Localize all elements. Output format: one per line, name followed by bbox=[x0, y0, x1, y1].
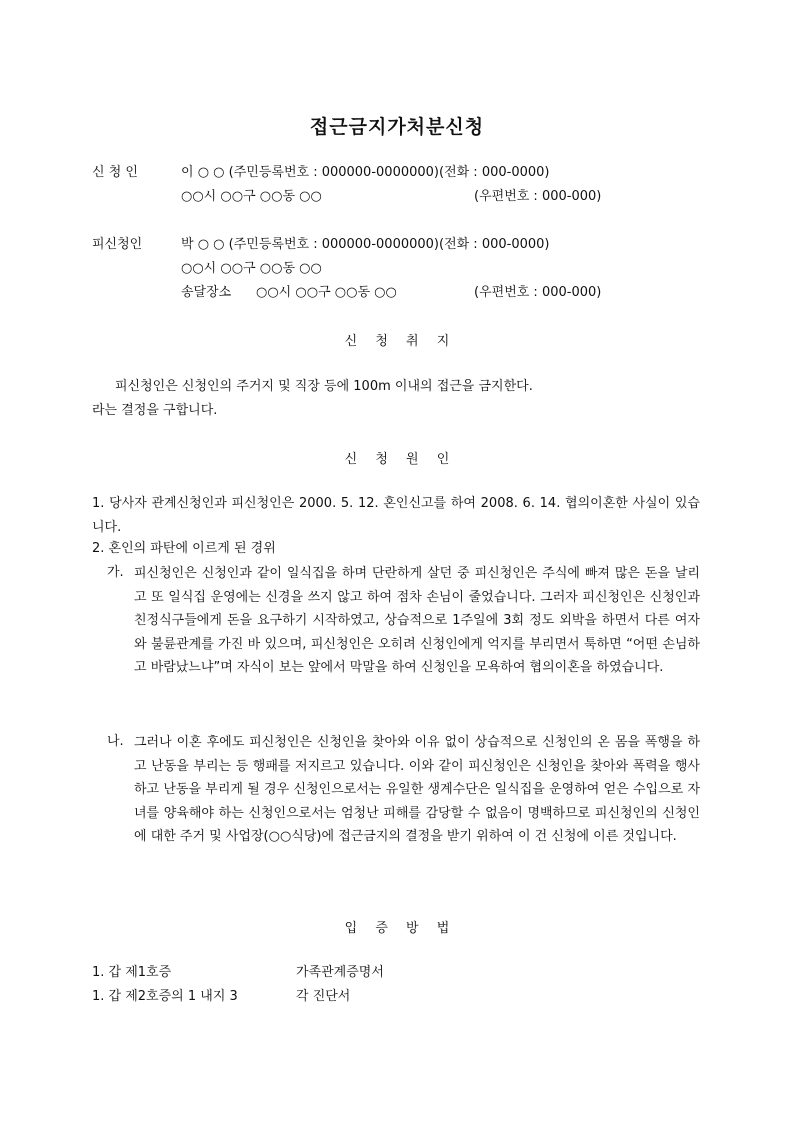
evidence-item-2-desc: 각 진단서 bbox=[296, 989, 351, 1004]
cause-item-1: 1. 당사자 관계신청인과 피신청인은 2000. 5. 12. 혼인신고를 하여 2008. 6. 14. 협의이혼한 사실이 있습니다. bbox=[92, 496, 700, 535]
respondent-address: ○○시 ○○구 ○○동 ○○ bbox=[181, 261, 322, 276]
evidence-item-1-desc: 가족관계증명서 bbox=[296, 965, 384, 980]
page-title: 접근금지가처분신청 bbox=[309, 116, 485, 138]
service-label: 송달장소 bbox=[181, 285, 232, 300]
respondent-line1: 박 ○ ○ (주민등록번호 : 000000-0000000)(전화 : 000-0000) bbox=[181, 237, 550, 252]
evidence-item-1-label: 1. 갑 제1호증 bbox=[92, 965, 172, 980]
sub-a-paragraph: 피신청인은 신청인과 같이 일식집을 하며 단란하게 살던 중 피신청인은 주식에 빠져 많은 돈을 날리고 또 일식집 운영에는 신경을 쓰지 않고 하여 점차 손님이 줄었습니다. 그러자 피신청인은 신청인과 친정식구들에게 돈을 요구하기 시작하였고, 상습적으로 1주일에 3회 정도 외박을 하면서 다른 여자와 불륜관계를 가진 바 있으며, 피신청인은 오히려 신청인에게 억지를 부리면서 툭하면 “어떤 손님하고 바람났느냐”며 자식이 보는 앞에서 막말을 하여 신청인을 모욕하여 협의이혼을 하였습니다. bbox=[134, 566, 700, 675]
evidence-heading: 입 증 방 법 bbox=[344, 921, 450, 936]
sub-b-paragraph: 그러나 이혼 후에도 피신청인은 신청인을 찾아와 이유 없이 상습적으로 신청인의 온 몸을 폭행을 하고 난동을 부리는 등 행패를 저지르고 있습니다. 이와 같이 피신청인은 신청인을 찾아와 폭력을 행사하고 난동을 부리게 될 경우 신청인으로서는 유일한 생계수단은 일식집을 운영하여 얻은 수입으로 자녀를 양육해야 하는 신청인으로서는 엄청난 피해를 감당할 수 없음이 명백하므로 피신청인의 신청인에 대한 주거 및 사업장(○○식당)에 접근금지의 결정을 받기 위하여 이 건 신청에 이른 것입니다. bbox=[134, 735, 700, 844]
sub-a-marker: 가. bbox=[107, 565, 124, 580]
purpose-line1: 피신청인은 신청인의 주거지 및 직장 등에 100m 이내의 접근을 금지한다. bbox=[115, 379, 533, 394]
evidence-item-2-label: 1. 갑 제2호증의 1 내지 3 bbox=[92, 989, 238, 1004]
applicant-postal: (우편번호 : 000-000) bbox=[474, 189, 602, 204]
service-address: ○○시 ○○구 ○○동 ○○ bbox=[256, 285, 397, 300]
applicant-line1: 이 ○ ○ (주민등록번호 : 000000-0000000)(전화 : 000-0000) bbox=[181, 165, 550, 180]
applicant-address: ○○시 ○○구 ○○동 ○○ bbox=[181, 189, 322, 204]
sub-b-marker: 나. bbox=[107, 734, 124, 749]
respondent-postal: (우편번호 : 000-000) bbox=[474, 285, 602, 300]
respondent-label: 피신청인 bbox=[92, 237, 143, 252]
cause-item-2: 2. 혼인의 파탄에 이르게 된 경위 bbox=[92, 541, 276, 556]
applicant-label: 신 청 인 bbox=[92, 165, 138, 180]
purpose-heading: 신 청 취 지 bbox=[344, 334, 450, 349]
cause-heading: 신 청 원 인 bbox=[344, 452, 450, 467]
purpose-line2: 라는 결정을 구합니다. bbox=[92, 403, 218, 418]
